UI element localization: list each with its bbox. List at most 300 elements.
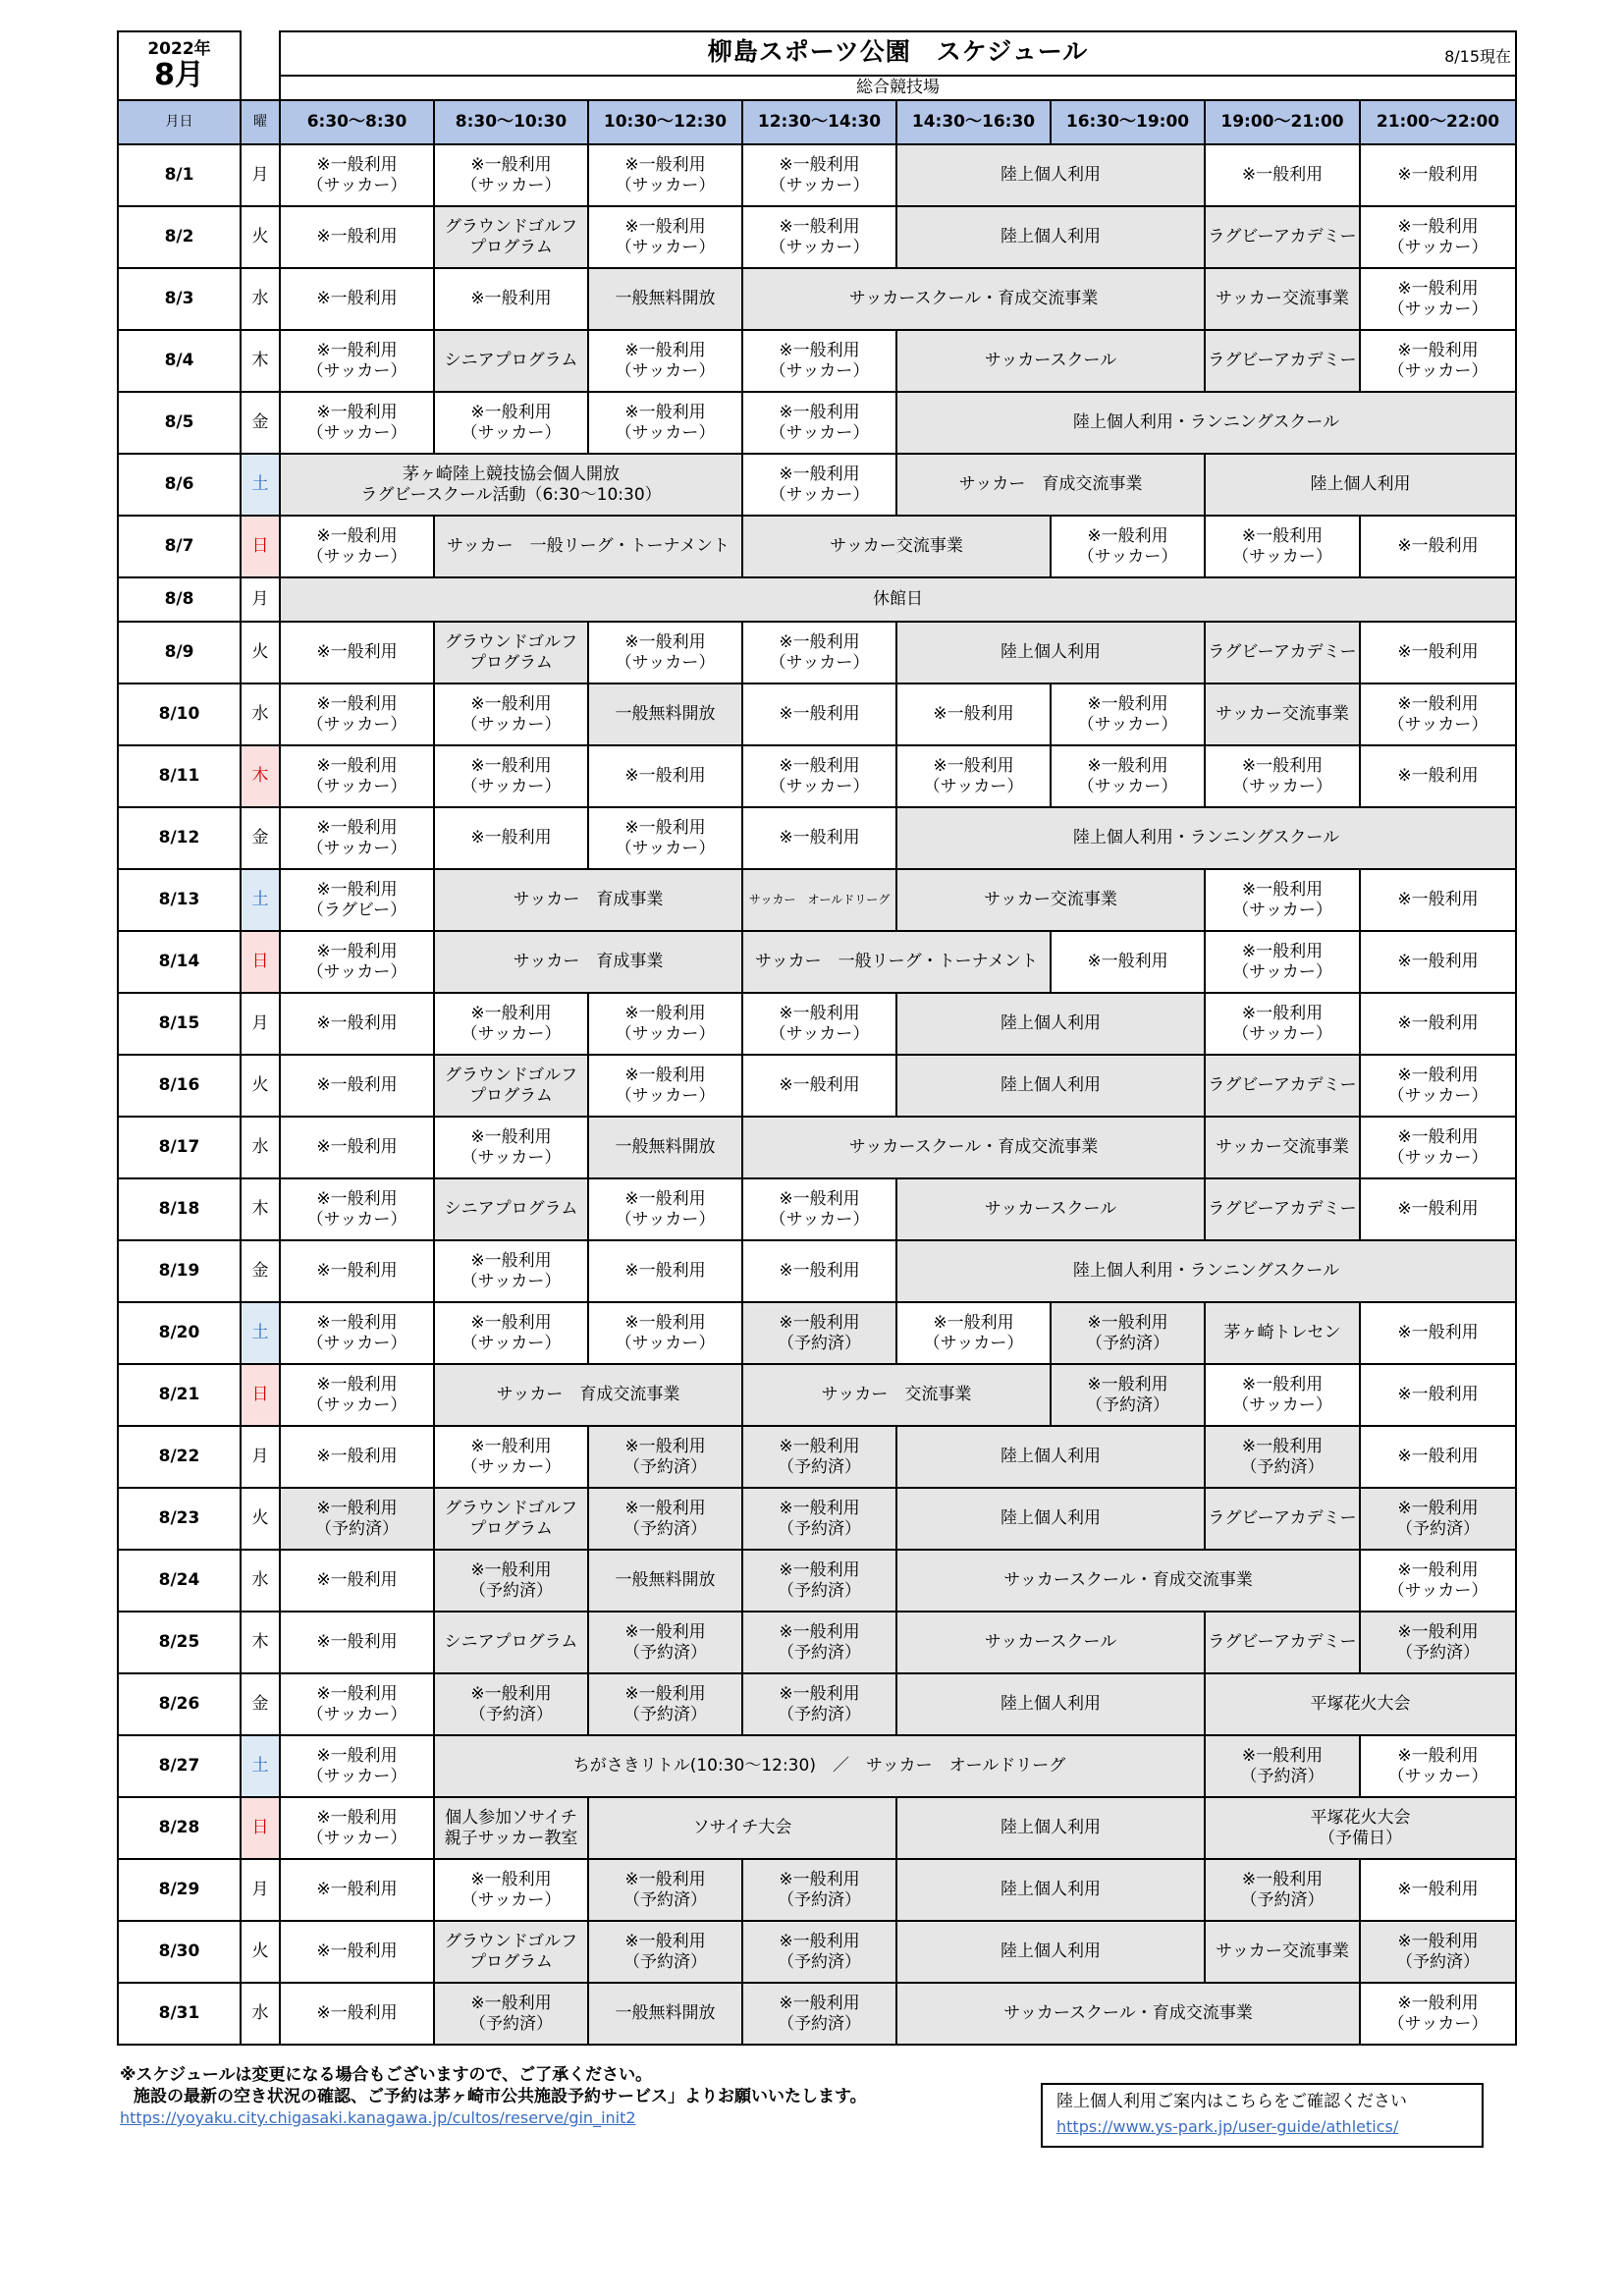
schedule-row bbox=[118, 1983, 1516, 2045]
schedule-cell: ※一般利用 bbox=[1360, 1364, 1516, 1426]
schedule-cell: サッカー 一般リーグ・トーナメント bbox=[434, 516, 742, 577]
schedule-cell: ※一般利用 bbox=[1360, 622, 1516, 683]
row-day-of-week: 木 bbox=[241, 745, 280, 807]
schedule-cell: サッカースクール bbox=[896, 330, 1205, 392]
schedule-cell: ラグビーアカデミー bbox=[1205, 622, 1360, 683]
schedule-cell: ※一般利用 （予約済） bbox=[434, 1550, 588, 1612]
schedule-cell: ※一般利用 （サッカー） bbox=[280, 683, 434, 745]
schedule-cell: 休館日 bbox=[280, 577, 1516, 622]
schedule-cell: ※一般利用 bbox=[1360, 1859, 1516, 1921]
year-month-cell bbox=[118, 31, 241, 100]
schedule-cell: ※一般利用 （予約済） bbox=[280, 1488, 434, 1550]
schedule-cell: ※一般利用 bbox=[588, 745, 742, 807]
schedule-cell: ※一般利用 （予約済） bbox=[742, 1612, 896, 1673]
row-day-of-week: 土 bbox=[241, 454, 280, 516]
schedule-cell: サッカー 育成事業 bbox=[434, 931, 742, 993]
schedule-cell: サッカー 一般リーグ・トーナメント bbox=[742, 931, 1051, 993]
spacer-cell bbox=[241, 31, 280, 100]
schedule-cell: ※一般利用 （サッカー） bbox=[1360, 1117, 1516, 1178]
athletics-info-link[interactable]: https://www.ys-park.jp/user-guide/athletics/ bbox=[1056, 2117, 1399, 2136]
page-title: 柳島スポーツ公園 スケジュール bbox=[707, 37, 1089, 66]
note-line-2: 施設の最新の空き状況の確認、ご予約は茅ヶ崎市公共施設予約サービス」よりお願いいたします。 bbox=[134, 2087, 867, 2106]
schedule-cell: ※一般利用 （予約済） bbox=[1360, 1612, 1516, 1673]
schedule-cell: サッカースクール・育成交流事業 bbox=[742, 1117, 1205, 1178]
schedule-row bbox=[118, 516, 1516, 577]
schedule-cell: ※一般利用 bbox=[1360, 516, 1516, 577]
schedule-cell: ※一般利用 bbox=[280, 622, 434, 683]
schedule-cell: ※一般利用 （サッカー） bbox=[742, 745, 896, 807]
row-date: 8/28 bbox=[118, 1797, 241, 1859]
schedule-row bbox=[118, 1550, 1516, 1612]
row-day-of-week: 月 bbox=[241, 1859, 280, 1921]
row-date: 8/29 bbox=[118, 1859, 241, 1921]
schedule-cell: ※一般利用 （サッカー） bbox=[742, 330, 896, 392]
schedule-cell: ※一般利用 （予約済） bbox=[1360, 1921, 1516, 1983]
row-date: 8/24 bbox=[118, 1550, 241, 1612]
schedule-cell: ※一般利用 （サッカー） bbox=[434, 1426, 588, 1488]
schedule-cell: ※一般利用 bbox=[280, 1426, 434, 1488]
row-date: 8/23 bbox=[118, 1488, 241, 1550]
title-cell bbox=[280, 31, 1516, 76]
schedule-cell: ※一般利用 （サッカー） bbox=[280, 1364, 434, 1426]
schedule-cell: 個人参加ソサイチ 親子サッカー教室 bbox=[434, 1797, 588, 1859]
schedule-cell: ※一般利用 （サッカー） bbox=[588, 807, 742, 869]
row-day-of-week: 水 bbox=[241, 1117, 280, 1178]
schedule-cell: 陸上個人利用 bbox=[896, 206, 1205, 268]
row-date: 8/7 bbox=[118, 516, 241, 577]
schedule-cell: ※一般利用 （サッカー） bbox=[280, 1302, 434, 1364]
schedule-cell: サッカー オールドリーグ bbox=[742, 869, 896, 931]
schedule-cell: ※一般利用 （サッカー） bbox=[1205, 516, 1360, 577]
row-date: 8/3 bbox=[118, 268, 241, 330]
schedule-cell: ※一般利用 bbox=[280, 1117, 434, 1178]
schedule-cell: ※一般利用 （サッカー） bbox=[434, 1859, 588, 1921]
schedule-cell: ※一般利用 （サッカー） bbox=[1205, 1364, 1360, 1426]
schedule-cell: ※一般利用 （予約済） bbox=[1205, 1735, 1360, 1797]
schedule-cell: ※一般利用 bbox=[1360, 1302, 1516, 1364]
row-date: 8/4 bbox=[118, 330, 241, 392]
schedule-cell: ※一般利用 （予約済） bbox=[434, 1673, 588, 1735]
schedule-cell: ※一般利用 bbox=[280, 268, 434, 330]
schedule-cell: 陸上個人利用 bbox=[896, 1055, 1205, 1117]
schedule-cell: ※一般利用 bbox=[280, 1859, 434, 1921]
schedule-cell: ※一般利用 （予約済） bbox=[588, 1673, 742, 1735]
schedule-sheet bbox=[117, 30, 1515, 2046]
schedule-cell: ※一般利用 （サッカー） bbox=[1360, 1055, 1516, 1117]
schedule-cell: ※一般利用 bbox=[1360, 144, 1516, 206]
schedule-cell: 陸上個人利用 bbox=[896, 1673, 1205, 1735]
schedule-cell: 一般無料開放 bbox=[588, 683, 742, 745]
schedule-cell: サッカー交流事業 bbox=[742, 516, 1051, 577]
schedule-cell: ※一般利用 bbox=[280, 1921, 434, 1983]
schedule-cell: ※一般利用 bbox=[896, 683, 1051, 745]
schedule-cell: ※一般利用 bbox=[280, 993, 434, 1055]
schedule-cell: ※一般利用 （サッカー） bbox=[896, 1302, 1051, 1364]
schedule-cell: ソサイチ大会 bbox=[588, 1797, 896, 1859]
row-day-of-week: 水 bbox=[241, 268, 280, 330]
row-day-of-week: 火 bbox=[241, 1488, 280, 1550]
schedule-cell: ※一般利用 （予約済） bbox=[742, 1859, 896, 1921]
row-day-of-week: 日 bbox=[241, 516, 280, 577]
schedule-cell: ※一般利用 bbox=[434, 807, 588, 869]
schedule-cell: 一般無料開放 bbox=[588, 1550, 742, 1612]
schedule-cell: ※一般利用 （サッカー） bbox=[1360, 1735, 1516, 1797]
schedule-row bbox=[118, 869, 1516, 931]
col-header-dow: 曜 bbox=[241, 100, 280, 144]
schedule-cell: ※一般利用 （サッカー） bbox=[280, 1178, 434, 1240]
row-day-of-week: 土 bbox=[241, 869, 280, 931]
row-day-of-week: 水 bbox=[241, 1983, 280, 2045]
col-header-slot: 16:30～19:00 bbox=[1051, 100, 1205, 144]
schedule-cell: グラウンドゴルフ プログラム bbox=[434, 1055, 588, 1117]
schedule-cell: ※一般利用 （サッカー） bbox=[280, 1797, 434, 1859]
row-day-of-week: 日 bbox=[241, 1797, 280, 1859]
schedule-cell: ※一般利用 （サッカー） bbox=[1205, 993, 1360, 1055]
schedule-row bbox=[118, 622, 1516, 683]
schedule-row bbox=[118, 392, 1516, 454]
row-date: 8/22 bbox=[118, 1426, 241, 1488]
row-date: 8/30 bbox=[118, 1921, 241, 1983]
schedule-cell: ※一般利用 （サッカー） bbox=[280, 931, 434, 993]
schedule-cell: 陸上個人利用 bbox=[1205, 454, 1516, 516]
schedule-cell: ※一般利用 （予約済） bbox=[1051, 1302, 1205, 1364]
row-day-of-week: 火 bbox=[241, 622, 280, 683]
schedule-cell: ※一般利用 bbox=[588, 1240, 742, 1302]
schedule-row bbox=[118, 1612, 1516, 1673]
schedule-cell: ※一般利用 （予約済） bbox=[588, 1612, 742, 1673]
schedule-row bbox=[118, 1921, 1516, 1983]
schedule-table bbox=[117, 30, 1517, 2046]
row-date: 8/14 bbox=[118, 931, 241, 993]
schedule-row bbox=[118, 454, 1516, 516]
schedule-cell: 平塚花火大会 bbox=[1205, 1673, 1516, 1735]
col-header-slot: 14:30～16:30 bbox=[896, 100, 1051, 144]
schedule-cell: ※一般利用 bbox=[1051, 931, 1205, 993]
schedule-cell: ※一般利用 （サッカー） bbox=[1051, 745, 1205, 807]
row-date: 8/13 bbox=[118, 869, 241, 931]
row-date: 8/19 bbox=[118, 1240, 241, 1302]
row-date: 8/27 bbox=[118, 1735, 241, 1797]
schedule-row bbox=[118, 1364, 1516, 1426]
schedule-row bbox=[118, 993, 1516, 1055]
schedule-cell: サッカー 育成交流事業 bbox=[896, 454, 1205, 516]
schedule-cell: ※一般利用 （予約済） bbox=[1205, 1426, 1360, 1488]
schedule-cell: サッカー 育成事業 bbox=[434, 869, 742, 931]
schedule-cell: 陸上個人利用・ランニングスクール bbox=[896, 1240, 1516, 1302]
schedule-cell: グラウンドゴルフ プログラム bbox=[434, 1488, 588, 1550]
schedule-row bbox=[118, 1302, 1516, 1364]
schedule-cell: ※一般利用 （予約済） bbox=[588, 1426, 742, 1488]
schedule-row bbox=[118, 577, 1516, 622]
schedule-row bbox=[118, 268, 1516, 330]
row-day-of-week: 日 bbox=[241, 1364, 280, 1426]
schedule-cell: サッカースクール・育成交流事業 bbox=[896, 1550, 1360, 1612]
schedule-cell: ※一般利用 （サッカー） bbox=[434, 1240, 588, 1302]
schedule-cell: サッカー交流事業 bbox=[1205, 683, 1360, 745]
schedule-cell: 茅ヶ崎トレセン bbox=[1205, 1302, 1360, 1364]
row-day-of-week: 火 bbox=[241, 206, 280, 268]
schedule-cell: ※一般利用 （予約済） bbox=[588, 1859, 742, 1921]
schedule-cell: ※一般利用 （サッカー） bbox=[742, 392, 896, 454]
schedule-cell: ※一般利用 （サッカー） bbox=[280, 1673, 434, 1735]
schedule-cell: ※一般利用 （予約済） bbox=[742, 1488, 896, 1550]
schedule-cell: ※一般利用 bbox=[1360, 993, 1516, 1055]
schedule-cell: ※一般利用 （サッカー） bbox=[1360, 1550, 1516, 1612]
row-day-of-week: 金 bbox=[241, 807, 280, 869]
schedule-cell: ※一般利用 （サッカー） bbox=[588, 1178, 742, 1240]
schedule-cell: ※一般利用 （サッカー） bbox=[588, 206, 742, 268]
schedule-cell: ※一般利用 （サッカー） bbox=[742, 144, 896, 206]
row-day-of-week: 火 bbox=[241, 1921, 280, 1983]
row-date: 8/8 bbox=[118, 577, 241, 622]
schedule-cell: ※一般利用 （サッカー） bbox=[280, 392, 434, 454]
schedule-cell: ※一般利用 （サッカー） bbox=[280, 144, 434, 206]
schedule-cell: ※一般利用 （サッカー） bbox=[1205, 931, 1360, 993]
schedule-cell: ※一般利用 （サッカー） bbox=[1051, 516, 1205, 577]
schedule-cell: ※一般利用 （サッカー） bbox=[280, 1735, 434, 1797]
schedule-cell: ※一般利用 （サッカー） bbox=[434, 993, 588, 1055]
schedule-cell: 茅ヶ崎陸上競技協会個人開放 ラグビースクール活動（6:30～10:30） bbox=[280, 454, 742, 516]
schedule-cell: ※一般利用 （予約済） bbox=[1051, 1364, 1205, 1426]
schedule-cell: サッカー交流事業 bbox=[896, 869, 1205, 931]
row-day-of-week: 月 bbox=[241, 1426, 280, 1488]
schedule-cell: ※一般利用 bbox=[280, 1550, 434, 1612]
col-header-date: 月日 bbox=[118, 100, 241, 144]
schedule-row bbox=[118, 206, 1516, 268]
row-day-of-week: 金 bbox=[241, 1240, 280, 1302]
reservation-link[interactable]: https://yoyaku.city.chigasaki.kanagawa.jp/cultos/reserve/gin_init2 bbox=[120, 2108, 636, 2127]
row-date: 8/2 bbox=[118, 206, 241, 268]
schedule-cell: ※一般利用 （予約済） bbox=[588, 1921, 742, 1983]
schedule-cell: ※一般利用 （サッカー） bbox=[1360, 1983, 1516, 2045]
schedule-cell: 一般無料開放 bbox=[588, 1983, 742, 2045]
schedule-cell: 陸上個人利用・ランニングスクール bbox=[896, 392, 1516, 454]
schedule-cell: ※一般利用 （予約済） bbox=[742, 1983, 896, 2045]
schedule-cell: 一般無料開放 bbox=[588, 268, 742, 330]
schedule-cell: シニアプログラム bbox=[434, 1178, 588, 1240]
schedule-cell: ※一般利用 （サッカー） bbox=[280, 745, 434, 807]
row-date: 8/26 bbox=[118, 1673, 241, 1735]
schedule-cell: グラウンドゴルフ プログラム bbox=[434, 1921, 588, 1983]
schedule-cell: ※一般利用 （サッカー） bbox=[742, 206, 896, 268]
schedule-cell: ※一般利用 （サッカー） bbox=[588, 144, 742, 206]
schedule-row bbox=[118, 683, 1516, 745]
col-header-slot: 8:30～10:30 bbox=[434, 100, 588, 144]
schedule-cell: サッカー交流事業 bbox=[1205, 268, 1360, 330]
row-day-of-week: 日 bbox=[241, 931, 280, 993]
row-date: 8/31 bbox=[118, 1983, 241, 2045]
col-header-slot: 21:00～22:00 bbox=[1360, 100, 1516, 144]
row-day-of-week: 金 bbox=[241, 392, 280, 454]
schedule-cell: ※一般利用 （サッカー） bbox=[1205, 745, 1360, 807]
schedule-cell: ※一般利用 （サッカー） bbox=[434, 683, 588, 745]
schedule-cell: サッカースクール・育成交流事業 bbox=[896, 1983, 1360, 2045]
col-header-slot: 19:00～21:00 bbox=[1205, 100, 1360, 144]
row-day-of-week: 水 bbox=[241, 683, 280, 745]
schedule-cell: ※一般利用 bbox=[434, 268, 588, 330]
schedule-cell: ラグビーアカデミー bbox=[1205, 1178, 1360, 1240]
schedule-cell: ※一般利用 bbox=[742, 1240, 896, 1302]
row-day-of-week: 水 bbox=[241, 1550, 280, 1612]
schedule-cell: ※一般利用 （サッカー） bbox=[588, 1055, 742, 1117]
row-day-of-week: 月 bbox=[241, 993, 280, 1055]
col-header-slot: 10:30～12:30 bbox=[588, 100, 742, 144]
footnotes bbox=[120, 2064, 867, 2129]
schedule-cell: ラグビーアカデミー bbox=[1205, 1488, 1360, 1550]
schedule-cell: ※一般利用 （サッカー） bbox=[434, 745, 588, 807]
row-date: 8/6 bbox=[118, 454, 241, 516]
schedule-cell: ※一般利用 （サッカー） bbox=[742, 1178, 896, 1240]
schedule-cell: ※一般利用 bbox=[280, 1983, 434, 2045]
schedule-cell: ※一般利用 （予約済） bbox=[742, 1921, 896, 1983]
schedule-cell: ※一般利用 （サッカー） bbox=[280, 330, 434, 392]
schedule-cell: サッカー交流事業 bbox=[1205, 1921, 1360, 1983]
schedule-cell: ※一般利用 bbox=[280, 1612, 434, 1673]
schedule-row bbox=[118, 1735, 1516, 1797]
row-day-of-week: 木 bbox=[241, 1612, 280, 1673]
schedule-row bbox=[118, 931, 1516, 993]
schedule-cell: サッカー 交流事業 bbox=[742, 1364, 1051, 1426]
schedule-cell: ※一般利用 （サッカー） bbox=[1205, 869, 1360, 931]
schedule-row bbox=[118, 1055, 1516, 1117]
column-header-row bbox=[118, 100, 1516, 144]
schedule-cell: ※一般利用 （サッカー） bbox=[742, 993, 896, 1055]
schedule-row bbox=[118, 1178, 1516, 1240]
row-date: 8/21 bbox=[118, 1364, 241, 1426]
schedule-cell: ※一般利用 （サッカー） bbox=[588, 993, 742, 1055]
venue-label: 総合競技場 bbox=[280, 76, 1516, 100]
note-line-1: ※スケジュールは変更になる場合もございますので、ご了承ください。 bbox=[120, 2065, 653, 2085]
schedule-row bbox=[118, 1797, 1516, 1859]
schedule-cell: ※一般利用 bbox=[1360, 869, 1516, 931]
row-date: 8/1 bbox=[118, 144, 241, 206]
schedule-cell: ※一般利用 （サッカー） bbox=[588, 392, 742, 454]
col-header-slot: 12:30～14:30 bbox=[742, 100, 896, 144]
schedule-cell: 陸上個人利用 bbox=[896, 1426, 1205, 1488]
schedule-row bbox=[118, 1117, 1516, 1178]
schedule-cell: ※一般利用 （サッカー） bbox=[742, 622, 896, 683]
schedule-cell: ※一般利用 （予約済） bbox=[742, 1550, 896, 1612]
athletics-info-text: 陸上個人利用ご案内はこちらをご確認ください bbox=[1056, 2092, 1407, 2111]
schedule-cell: ※一般利用 （予約済） bbox=[434, 1983, 588, 2045]
row-day-of-week: 土 bbox=[241, 1735, 280, 1797]
schedule-cell: サッカースクール bbox=[896, 1178, 1205, 1240]
schedule-cell: 陸上個人利用 bbox=[896, 1488, 1205, 1550]
schedule-cell: ちがさきリトル(10:30～12:30) ／ サッカー オールドリーグ bbox=[434, 1735, 1205, 1797]
row-day-of-week: 木 bbox=[241, 330, 280, 392]
row-date: 8/12 bbox=[118, 807, 241, 869]
schedule-cell: 一般無料開放 bbox=[588, 1117, 742, 1178]
schedule-cell: サッカースクール・育成交流事業 bbox=[742, 268, 1205, 330]
schedule-row bbox=[118, 1859, 1516, 1921]
schedule-cell: サッカースクール bbox=[896, 1612, 1205, 1673]
schedule-row bbox=[118, 144, 1516, 206]
row-date: 8/17 bbox=[118, 1117, 241, 1178]
schedule-cell: ※一般利用 （サッカー） bbox=[434, 1302, 588, 1364]
row-day-of-week: 金 bbox=[241, 1673, 280, 1735]
schedule-cell: ※一般利用 （サッカー） bbox=[588, 330, 742, 392]
row-date: 8/16 bbox=[118, 1055, 241, 1117]
schedule-cell: 陸上個人利用 bbox=[896, 622, 1205, 683]
col-header-slot: 6:30～8:30 bbox=[280, 100, 434, 144]
schedule-row bbox=[118, 1488, 1516, 1550]
schedule-cell: ※一般利用 （予約済） bbox=[1205, 1859, 1360, 1921]
schedule-cell: ※一般利用 （サッカー） bbox=[1360, 683, 1516, 745]
as-of-date: 8/15現在 bbox=[1444, 47, 1512, 66]
row-date: 8/20 bbox=[118, 1302, 241, 1364]
schedule-cell: サッカー交流事業 bbox=[1205, 1117, 1360, 1178]
schedule-cell: ラグビーアカデミー bbox=[1205, 1612, 1360, 1673]
schedule-cell: シニアプログラム bbox=[434, 1612, 588, 1673]
schedule-cell: ラグビーアカデミー bbox=[1205, 1055, 1360, 1117]
schedule-row bbox=[118, 807, 1516, 869]
row-day-of-week: 火 bbox=[241, 1055, 280, 1117]
schedule-cell: ※一般利用 bbox=[280, 1240, 434, 1302]
schedule-cell: ※一般利用 （予約済） bbox=[742, 1426, 896, 1488]
schedule-cell: グラウンドゴルフ プログラム bbox=[434, 622, 588, 683]
schedule-row bbox=[118, 1240, 1516, 1302]
schedule-cell: ※一般利用 bbox=[1360, 745, 1516, 807]
athletics-info-box bbox=[1041, 2083, 1484, 2148]
row-day-of-week: 月 bbox=[241, 144, 280, 206]
schedule-cell: ※一般利用 （サッカー） bbox=[588, 622, 742, 683]
schedule-cell: ※一般利用 bbox=[1360, 1426, 1516, 1488]
schedule-cell: ※一般利用 （予約済） bbox=[742, 1673, 896, 1735]
schedule-cell: ※一般利用 bbox=[1360, 1178, 1516, 1240]
schedule-cell: ※一般利用 bbox=[742, 807, 896, 869]
row-date: 8/15 bbox=[118, 993, 241, 1055]
row-date: 8/5 bbox=[118, 392, 241, 454]
schedule-cell: ※一般利用 （サッカー） bbox=[742, 454, 896, 516]
schedule-cell: 平塚花火大会 （予備日） bbox=[1205, 1797, 1516, 1859]
schedule-cell: ※一般利用 （ラグビー） bbox=[280, 869, 434, 931]
schedule-cell: ※一般利用 （サッカー） bbox=[434, 144, 588, 206]
schedule-cell: ※一般利用 bbox=[742, 683, 896, 745]
row-date: 8/25 bbox=[118, 1612, 241, 1673]
schedule-cell: サッカー 育成交流事業 bbox=[434, 1364, 742, 1426]
schedule-cell: 陸上個人利用 bbox=[896, 1797, 1205, 1859]
row-date: 8/9 bbox=[118, 622, 241, 683]
row-day-of-week: 月 bbox=[241, 577, 280, 622]
schedule-cell: ※一般利用 （サッカー） bbox=[434, 392, 588, 454]
schedule-cell: ※一般利用 （予約済） bbox=[1360, 1488, 1516, 1550]
schedule-cell: ※一般利用 bbox=[280, 1055, 434, 1117]
schedule-cell: ※一般利用 （サッカー） bbox=[280, 807, 434, 869]
row-day-of-week: 木 bbox=[241, 1178, 280, 1240]
schedule-cell: ※一般利用 （予約済） bbox=[588, 1488, 742, 1550]
row-date: 8/10 bbox=[118, 683, 241, 745]
schedule-row bbox=[118, 745, 1516, 807]
schedule-row bbox=[118, 1426, 1516, 1488]
schedule-cell: ※一般利用 （サッカー） bbox=[896, 745, 1051, 807]
schedule-cell: ※一般利用 bbox=[1360, 931, 1516, 993]
schedule-cell: ※一般利用 （サッカー） bbox=[1360, 330, 1516, 392]
year-label: 2022年 bbox=[147, 39, 211, 59]
schedule-cell: ラグビーアカデミー bbox=[1205, 206, 1360, 268]
schedule-cell: ※一般利用 （サッカー） bbox=[434, 1117, 588, 1178]
schedule-cell: ※一般利用 （サッカー） bbox=[1051, 683, 1205, 745]
schedule-cell: ※一般利用 bbox=[742, 1055, 896, 1117]
schedule-cell: グラウンドゴルフ プログラム bbox=[434, 206, 588, 268]
schedule-cell: 陸上個人利用 bbox=[896, 144, 1205, 206]
schedule-cell: ※一般利用 （サッカー） bbox=[280, 516, 434, 577]
schedule-cell: ※一般利用 bbox=[1205, 144, 1360, 206]
schedule-cell: 陸上個人利用 bbox=[896, 993, 1205, 1055]
schedule-row bbox=[118, 1673, 1516, 1735]
schedule-cell: 陸上個人利用・ランニングスクール bbox=[896, 807, 1516, 869]
schedule-cell: 陸上個人利用 bbox=[896, 1859, 1205, 1921]
schedule-cell: ラグビーアカデミー bbox=[1205, 330, 1360, 392]
